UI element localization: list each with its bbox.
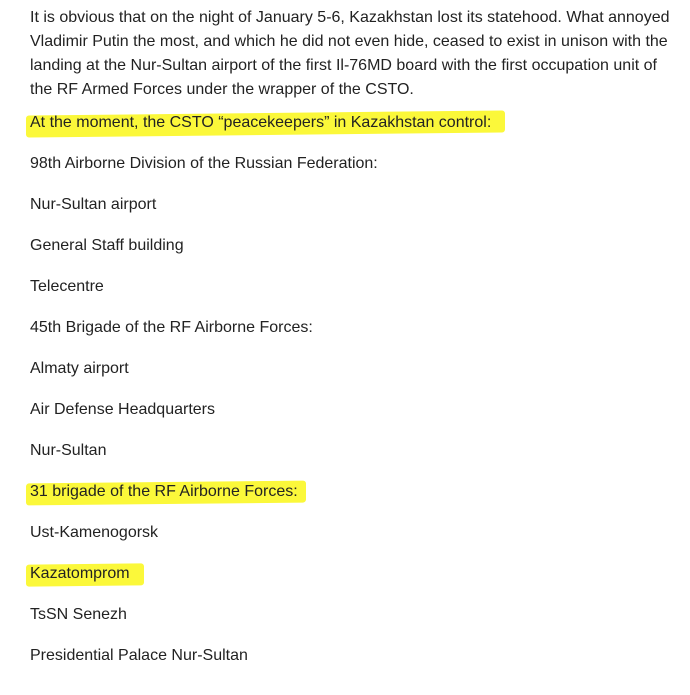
intro-paragraph: It is obvious that on the night of January 5-6, Kazakhstan lost its statehood. What annoyed Vladimir Putin the most, and which he did not even hide, ceased to exist in unison with the landing at the Nur-Sultan airport of the first Il-76MD board with the first occupation unit of the RF Armed Forces under the wrapper of the CSTO. (30, 9, 670, 98)
line-presidential-palace (30, 644, 675, 668)
line-text: 98th Airborne Division of the Russian Federation: (30, 155, 378, 172)
line-98th-division (30, 152, 675, 176)
line-text: Presidential Palace Nur-Sultan (30, 647, 248, 664)
line-text: 45th Brigade of the RF Airborne Forces: (30, 319, 313, 336)
line-nur-sultan-airport (30, 193, 675, 217)
line-text: Telecentre (30, 278, 104, 295)
line-text: Nur-Sultan (30, 442, 107, 459)
line-telecentre (30, 275, 675, 299)
line-text: Nur-Sultan airport (30, 196, 157, 213)
line-nur-sultan (30, 439, 675, 463)
article-body (30, 6, 675, 685)
line-text: Almaty airport (30, 360, 129, 377)
highlighted-text: 31 brigade of the RF Airborne Forces: (30, 480, 298, 504)
line-csto-control (30, 111, 675, 135)
line-tssn-senezh (30, 603, 675, 627)
line-text: Ust-Kamenogorsk (30, 524, 159, 541)
line-kazatomprom (30, 562, 675, 586)
line-text: Air Defense Headquarters (30, 401, 215, 418)
line-air-defense-hq (30, 398, 675, 422)
line-45th-brigade (30, 316, 675, 340)
line-text: TsSN Senezh (30, 606, 127, 623)
line-31-brigade (30, 480, 675, 504)
line-almaty-airport (30, 357, 675, 381)
line-ust-kamenogorsk (30, 521, 675, 545)
highlighted-text: Kazatomprom (30, 562, 130, 586)
line-general-staff (30, 234, 675, 258)
line-text: General Staff building (30, 237, 184, 254)
highlighted-text: At the moment, the CSTO “peacekeepers” in Kazakhstan control: (30, 111, 491, 135)
